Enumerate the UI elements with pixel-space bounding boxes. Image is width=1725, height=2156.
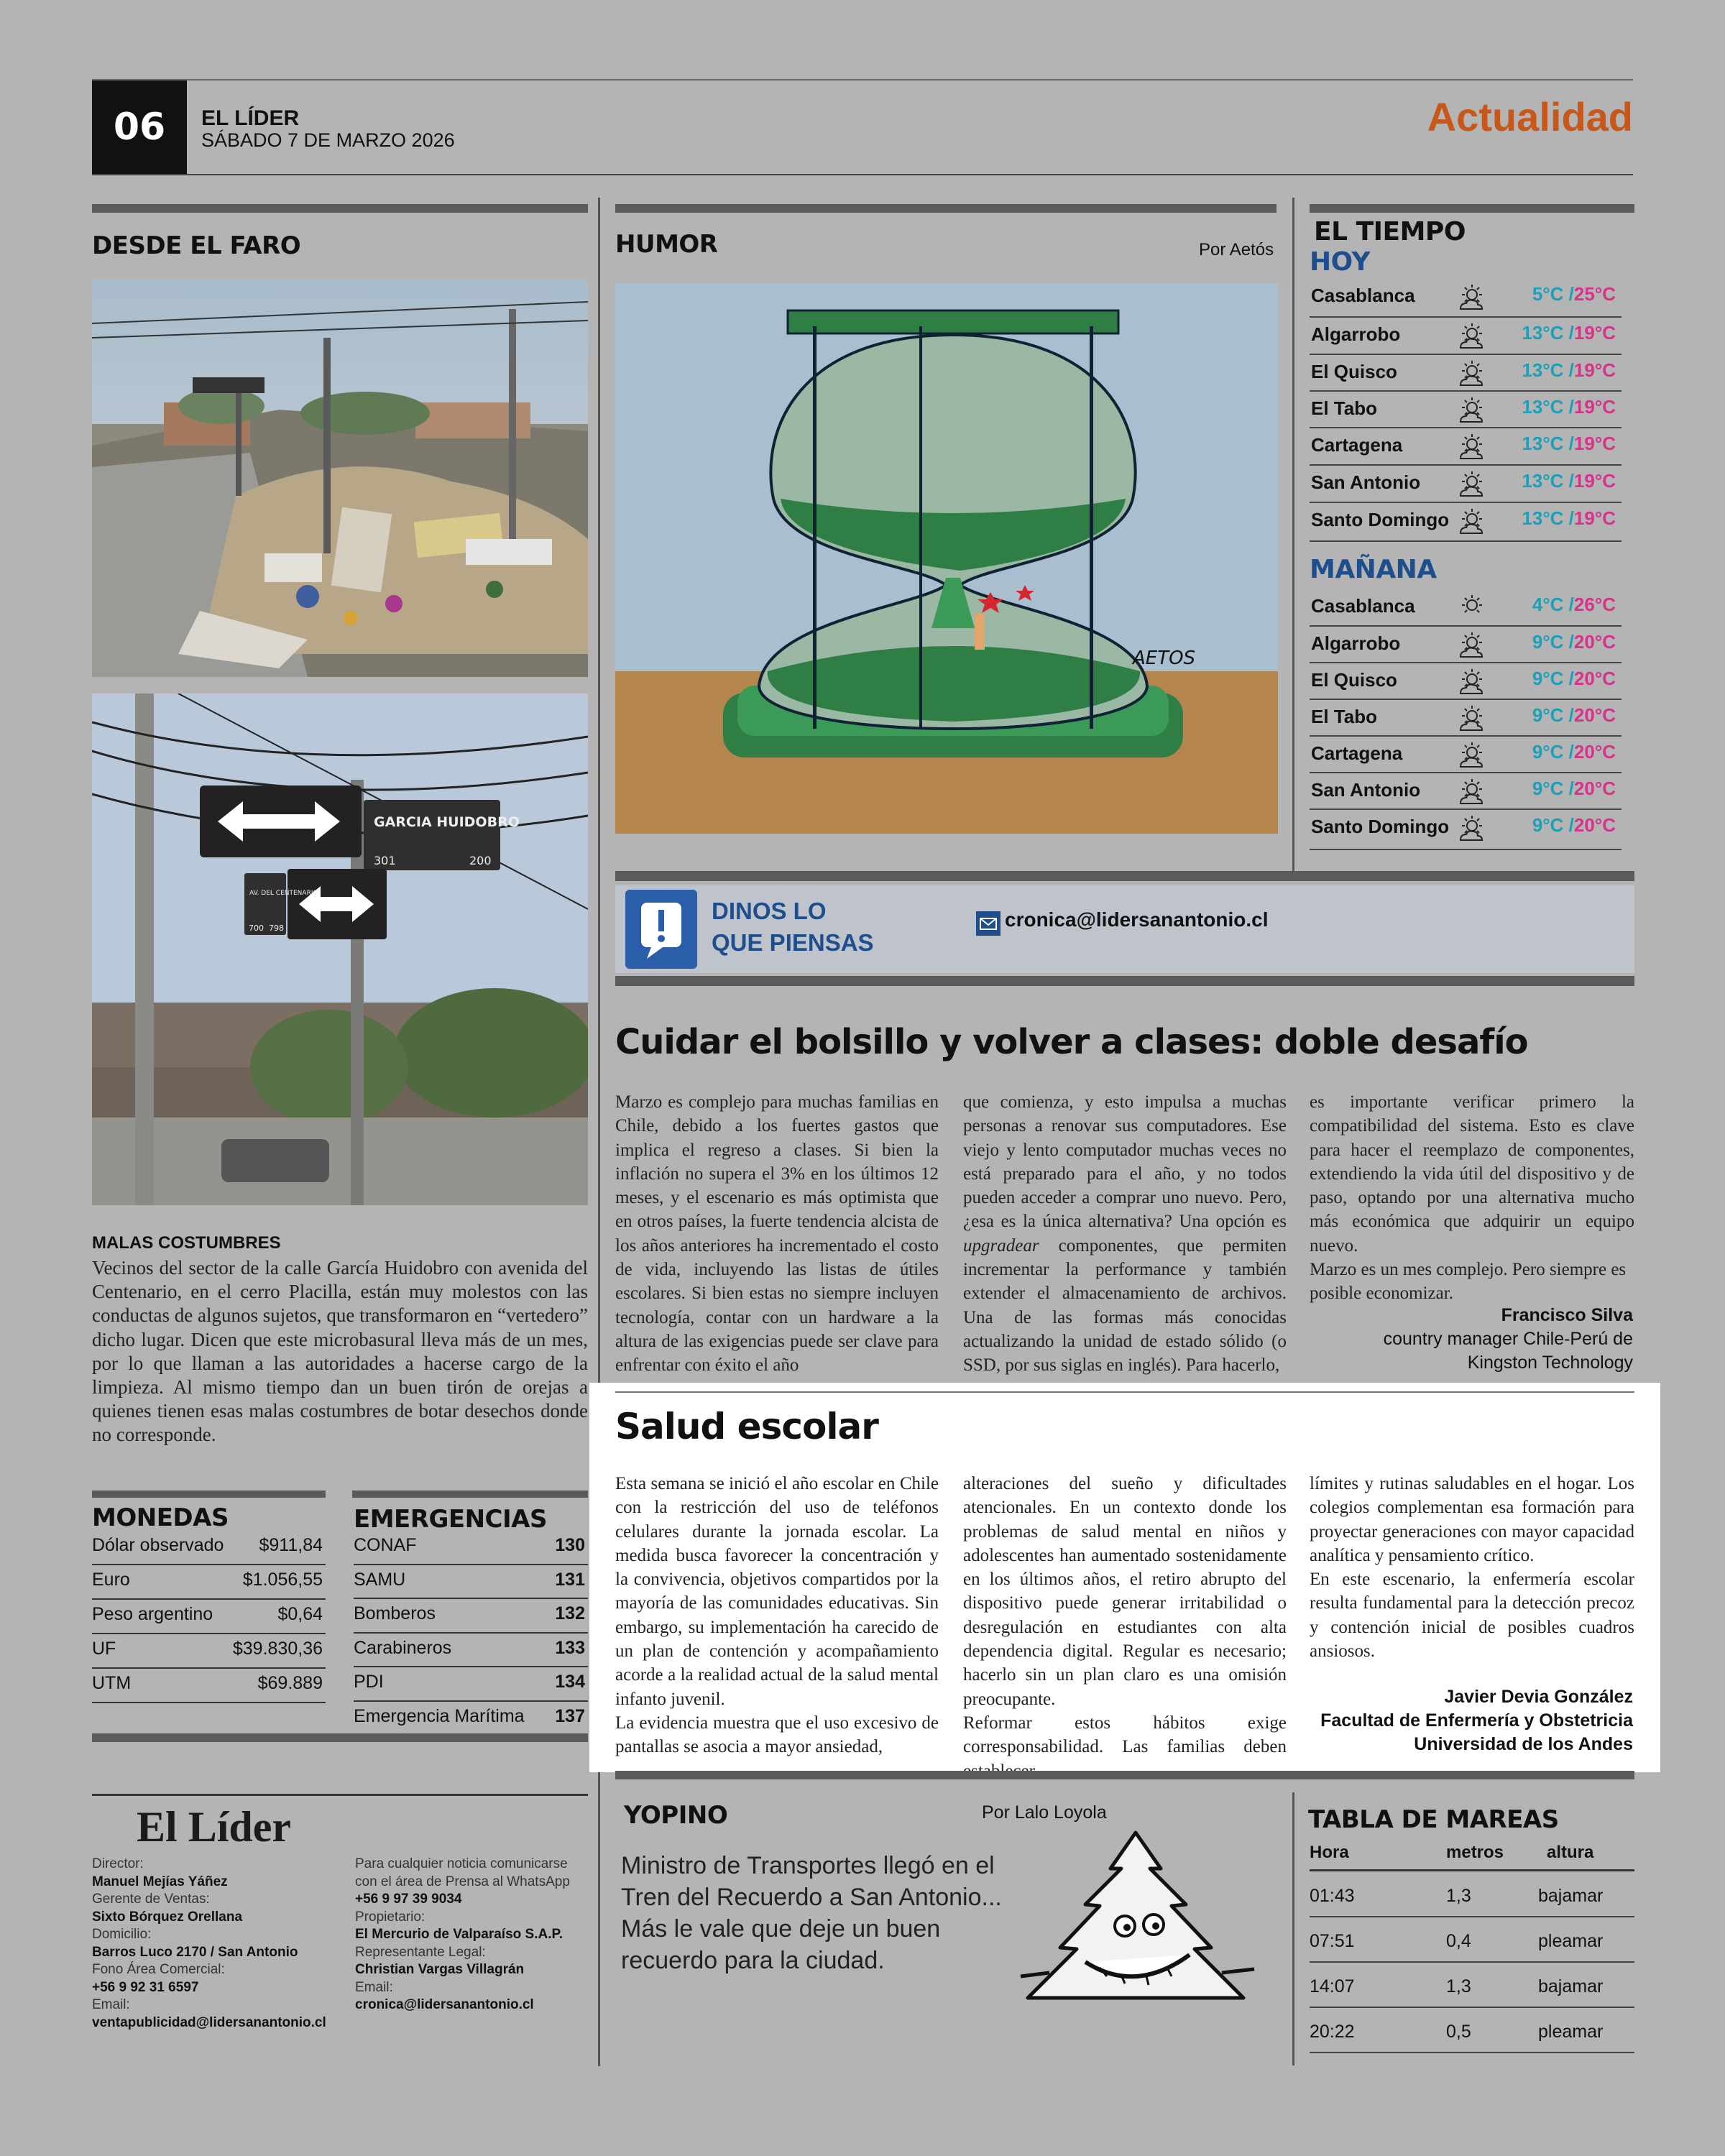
- dinos-line1: DINOS LO: [712, 898, 827, 924]
- tiempo-title: EL TIEMPO: [1314, 217, 1466, 247]
- manana-label: MAÑANA: [1310, 555, 1437, 584]
- weather-row: [1310, 503, 1622, 542]
- temp-max: 20°C: [1573, 741, 1616, 763]
- credit-value[interactable]: cronica@lidersanantonio.cl: [355, 1997, 534, 2012]
- marea-metros: 1,3: [1446, 1976, 1471, 1996]
- partly-cloudy-icon: [1456, 322, 1488, 351]
- credit-label: Fono Área Comercial:: [92, 1962, 225, 1977]
- marea-hora: 20:22: [1310, 2022, 1355, 2042]
- weather-temp: 9°C /20°C: [1532, 668, 1616, 689]
- mareas-row: [1310, 1963, 1634, 2008]
- partly-cloudy-icon: [1456, 814, 1488, 843]
- temp-max: 20°C: [1573, 668, 1616, 689]
- partly-cloudy-icon: [1456, 396, 1488, 425]
- temp-min: 9°C: [1532, 814, 1564, 836]
- masthead-left-credits: [92, 1856, 336, 2032]
- section-name: Actualidad: [1427, 94, 1633, 139]
- credit-label: Propietario:: [355, 1909, 426, 1925]
- weather-row: [1310, 737, 1622, 773]
- weather-city: Casablanca: [1311, 285, 1415, 306]
- temp-min: 9°C: [1532, 668, 1564, 689]
- emergencias-value: 131: [555, 1569, 585, 1590]
- weather-city: Algarrobo: [1311, 632, 1401, 654]
- weather-row: [1310, 810, 1622, 850]
- credit-whatsapp[interactable]: +56 9 97 39 9034: [355, 1892, 462, 1907]
- weather-temp: 13°C /19°C: [1522, 433, 1616, 454]
- article1-col3-p2: Marzo es un mes complejo. Pero siempre es posible economizar.: [1310, 1260, 1627, 1304]
- weather-city: El Quisco: [1311, 669, 1397, 691]
- temp-min: 5°C: [1532, 283, 1564, 305]
- faro-top-bar: [92, 204, 588, 213]
- weather-temp: 13°C /19°C: [1522, 470, 1616, 492]
- weather-temp: 4°C /26°C: [1532, 594, 1616, 615]
- mareas-divider: [1292, 1792, 1294, 2065]
- credit-value: Manuel Mejías Yáñez: [92, 1874, 228, 1889]
- monedas-bottom-bar: [92, 1733, 588, 1742]
- tree-cartoon-icon: [1006, 1825, 1265, 2034]
- monedas-label: Peso argentino: [92, 1604, 213, 1624]
- temp-max: 19°C: [1573, 396, 1616, 418]
- column-divider-right: [1292, 198, 1294, 880]
- temp-max: 20°C: [1573, 631, 1616, 653]
- article1-col3-p1: es importante verificar primero la compatibilidad del sistema. Esto es clave para hacer el reemplazo de componentes, extendiendo la vida útil del dispositivo y de paso, optando por una alternativa mucho más económica que adquirir un equipo nuevo.: [1310, 1092, 1634, 1256]
- masthead-logo: El Líder: [137, 1803, 292, 1851]
- mareas-row: [1310, 2009, 1634, 2053]
- partly-cloudy-icon: [1456, 704, 1488, 733]
- mareas-header-metros: metros: [1446, 1843, 1504, 1862]
- temp-max: 19°C: [1573, 470, 1616, 492]
- emergencias-row: [354, 1702, 588, 1736]
- temp-min: 13°C: [1522, 433, 1564, 454]
- weather-city: Santo Domingo: [1311, 509, 1450, 530]
- weather-city: El Tabo: [1311, 397, 1377, 419]
- marea-altura: bajamar: [1538, 1976, 1604, 1996]
- weather-city: El Tabo: [1311, 706, 1377, 727]
- emergencias-row: [354, 1599, 588, 1634]
- weather-row: [1310, 627, 1622, 663]
- monedas-label: Euro: [92, 1570, 130, 1590]
- weather-temp: 13°C /19°C: [1522, 322, 1616, 344]
- monedas-label: UTM: [92, 1673, 132, 1693]
- credit-label: Director:: [92, 1856, 144, 1871]
- faro-title: DESDE EL FARO: [92, 231, 301, 260]
- emergencias-label: Bomberos: [354, 1603, 436, 1623]
- humor-cartoon: [615, 283, 1278, 834]
- emergencias-label: Carabineros: [354, 1637, 452, 1658]
- monedas-value: $39.830,36: [232, 1639, 323, 1659]
- weather-row: [1310, 663, 1622, 700]
- credit-value: El Mercurio de Valparaíso S.A.P.: [355, 1927, 563, 1942]
- hoy-label: HOY: [1310, 247, 1371, 277]
- temp-max: 19°C: [1573, 359, 1616, 381]
- emergencias-top-bar: [352, 1491, 588, 1498]
- marea-hora: 01:43: [1310, 1886, 1355, 1906]
- monedas-value: $1.056,55: [242, 1570, 323, 1590]
- exclamation-icon: [625, 890, 697, 969]
- temp-min: 13°C: [1522, 470, 1564, 492]
- yopino-text: Ministro de Transportes llegó en el Tren del Recuerdo a San Antonio... Más le vale que deje un buen recuerdo para la ciudad.: [621, 1852, 1002, 1974]
- credit-value: Christian Vargas Villagrán: [355, 1962, 525, 1977]
- yopino-title: YOPINO: [624, 1801, 728, 1830]
- temp-max: 20°C: [1573, 778, 1616, 799]
- weather-temp: 9°C /20°C: [1532, 778, 1616, 799]
- masthead-rule: [92, 1794, 588, 1796]
- emergencias-row: [354, 1634, 588, 1668]
- partly-cloudy-icon: [1456, 470, 1488, 499]
- weather-temp: 9°C /20°C: [1532, 741, 1616, 763]
- column-divider-left: [598, 198, 600, 2066]
- article1-col3: [1310, 1090, 1634, 1306]
- weather-city: El Quisco: [1311, 361, 1397, 382]
- faro-photo-signs: [92, 694, 588, 1205]
- temp-min: 9°C: [1532, 704, 1564, 726]
- emergencias-value: 134: [555, 1672, 585, 1692]
- article1-col1: Marzo es complejo para muchas familias en Chile, debido a los fuertes gastos que implica el regreso a clases. Si bien la inflación no supera el 3% en los últimos 12 meses, y el escenario es más optimista que en otros países, la fuerte tendencia alcista de los años anteriores ha incrementado el costo de vida, incluyendo las listas de útiles escolares. Si bien estas no siempre incluyen tecnología, contar con un hardware a la altura de las exigencias puede ser clave para enfrentar con éxito el año: [615, 1092, 939, 1376]
- credit-label: Representante Legal:: [355, 1944, 486, 1960]
- temp-max: 20°C: [1573, 814, 1616, 836]
- yopino-top-bar: [615, 1771, 1634, 1779]
- monedas-row: [92, 1565, 326, 1600]
- monedas-value: $69.889: [257, 1673, 323, 1693]
- mareas-header: [1310, 1843, 1634, 1871]
- emergencias-value: 133: [555, 1637, 585, 1658]
- article2-author: Javier Devia González: [1444, 1687, 1633, 1707]
- emergencias-label: Emergencia Marítima: [354, 1705, 525, 1726]
- credit-value: Sixto Bórquez Orellana: [92, 1909, 243, 1925]
- header-bottom-rule: [92, 174, 1633, 175]
- article2-signature: [1308, 1685, 1633, 1756]
- page-number-box: [92, 80, 187, 174]
- article2-col1: [615, 1472, 939, 1759]
- marea-altura: bajamar: [1538, 1886, 1604, 1906]
- monedas-row: [92, 1531, 326, 1565]
- weather-row: [1310, 589, 1622, 627]
- article2-col1-p1: Esta semana se inició el año escolar en Chile con la restricción del uso de teléfonos celulares durante la jornada escolar. La medida busca favorecer la concentración y la convivencia, objetivos compartidos por la mayoría de las comunidades educativas. Sin embargo, su implementación ha carecido de un plan de contención y acompañamiento acorde a la realidad actual de la salud mental infanto juvenil.: [615, 1474, 939, 1709]
- monedas-value: $0,64: [277, 1604, 323, 1624]
- partly-cloudy-icon: [1456, 283, 1488, 312]
- partly-cloudy-icon: [1456, 778, 1488, 806]
- monedas-row: [92, 1669, 326, 1703]
- temp-min: 4°C: [1532, 594, 1564, 615]
- mareas-header-altura: altura: [1547, 1843, 1594, 1862]
- marea-hora: 07:51: [1310, 1931, 1355, 1951]
- sign-centenario: AV. DEL CENTENARIO: [249, 890, 318, 897]
- weather-temp: 9°C /20°C: [1532, 814, 1616, 836]
- credit-label: Email:: [92, 1997, 130, 2012]
- article2-col2-p2: Reformar estos hábitos exige corresponsabilidad. Las familias deben: [963, 1713, 1287, 1757]
- weather-row: [1310, 700, 1622, 737]
- partly-cloudy-icon: [1456, 359, 1488, 388]
- weather-temp: 5°C /25°C: [1532, 283, 1616, 305]
- dinos-line2: QUE PIENSAS: [712, 929, 874, 956]
- article1-col2-text: que comienza, y esto impulsa a muchas personas a renovar sus computadores. Ese viejo y lento computador muchas veces no está preparado para el año, y no todos pueden acceder a comprar uno nuevo. Pero, ¿esa es la única alternativa? Una opción es: [963, 1092, 1287, 1232]
- partly-cloudy-icon: [1456, 668, 1488, 696]
- humor-top-bar: [615, 204, 1276, 213]
- weather-temp: 13°C /19°C: [1522, 396, 1616, 418]
- faro-caption-title: MALAS COSTUMBRES: [92, 1233, 281, 1253]
- sun-icon: [1456, 594, 1488, 622]
- article2-col1-p2: La evidencia muestra que el uso excesivo de pantallas se asocia a mayor ansiedad,: [615, 1713, 939, 1757]
- sign-centenario-num: 700: [249, 923, 264, 933]
- marea-altura: pleamar: [1538, 2022, 1604, 2042]
- paper-name: EL LÍDER: [201, 106, 300, 130]
- emergencias-value: 137: [555, 1705, 585, 1726]
- article2-org: Universidad de los Andes: [1414, 1734, 1633, 1754]
- temp-min: 13°C: [1522, 396, 1564, 418]
- monedas-label: Dólar observado: [92, 1535, 224, 1555]
- article2-top-rule: [615, 1391, 1634, 1393]
- temp-min: 9°C: [1532, 631, 1564, 653]
- humor-byline: Por Aetós: [1199, 240, 1274, 259]
- weather-city: Santo Domingo: [1311, 816, 1450, 837]
- article2-col3-p1: límites y rutinas saludables en el hogar. Los colegios complementan esa formación para proyectar generaciones con mayor capacidad analítica y pensamiento crítico.: [1310, 1474, 1634, 1565]
- temp-max: 19°C: [1573, 507, 1616, 529]
- marea-hora: 14:07: [1310, 1976, 1355, 1996]
- emergencias-value: 130: [555, 1535, 585, 1555]
- monedas-label: UF: [92, 1639, 116, 1659]
- credit-label: Gerente de Ventas:: [92, 1892, 210, 1907]
- mareas-title: TABLA DE MAREAS: [1308, 1805, 1559, 1834]
- weather-temp: 13°C /19°C: [1522, 359, 1616, 381]
- credit-intro: Para cualquier noticia comunicarse con el área de Prensa al WhatsApp: [355, 1856, 570, 1889]
- faro-photo-dump: [92, 280, 588, 677]
- weather-city: Algarrobo: [1311, 323, 1401, 345]
- top-rule: [92, 79, 1633, 80]
- temp-min: 13°C: [1522, 322, 1564, 344]
- article1-org: Kingston Technology: [1467, 1353, 1633, 1373]
- sign-garcia-num: 301: [374, 854, 396, 867]
- weather-city: San Antonio: [1311, 779, 1421, 801]
- emergencias-label: SAMU: [354, 1569, 406, 1590]
- partly-cloudy-icon: [1456, 631, 1488, 660]
- emergencias-row: [354, 1565, 588, 1600]
- article2-title: Salud escolar: [615, 1406, 878, 1447]
- article1-col2-text2: componentes, que permiten incrementar la performance y también extender el almacenamiento de archivos. Una de las formas más conocidas actualizando la unidad de estado sólido (o SSD, por sus siglas en inglés). Para hacerlo,: [963, 1235, 1287, 1376]
- weather-temp: 9°C /20°C: [1532, 631, 1616, 653]
- article1-role: country manager Chile-Perú de: [1383, 1329, 1633, 1349]
- article1-col2-em: upgradear: [963, 1235, 1039, 1256]
- credit-label: Email:: [355, 1979, 393, 1995]
- temp-min: 13°C: [1522, 507, 1564, 529]
- article2-col3-p2: En este escenario, la enfermería escolar resulta fundamental para la detección precoz y contención inicial de posibles cuadros ansiosos.: [1310, 1570, 1634, 1662]
- weather-row: [1310, 392, 1622, 428]
- article1-col2: [963, 1090, 1287, 1378]
- article2-col2-p1: alteraciones del sueño y dificultades atencionales. En un contexto donde los problemas de salud mental en niños y adolescentes han aumentado sostenidamente en los últimos años, el retiro abrupto del dispositivo puede generar irritabilidad o desregulación en estudiantes con alta dependencia digital. Regular es necesario; hacerlo sin un plan claro es una omisión preocupante.: [963, 1474, 1287, 1709]
- sign-centenario-num2: 798: [269, 923, 284, 933]
- partly-cloudy-icon: [1456, 433, 1488, 461]
- mareas-row: [1310, 1873, 1634, 1917]
- weather-city: San Antonio: [1311, 471, 1421, 493]
- emergencias-label: PDI: [354, 1672, 384, 1692]
- humor-title: HUMOR: [615, 230, 718, 259]
- masthead-right-credits: [355, 1856, 585, 2014]
- dinos-text: [712, 895, 874, 959]
- weather-row: [1310, 773, 1622, 810]
- partly-cloudy-icon: [1456, 741, 1488, 770]
- cartoon-signature: AETOS: [1133, 648, 1196, 669]
- weather-row: [1310, 466, 1622, 503]
- temp-min: 9°C: [1532, 778, 1564, 799]
- temp-min: 13°C: [1522, 359, 1564, 381]
- article1-signature: [1308, 1304, 1633, 1375]
- article1-title: Cuidar el bolsillo y volver a clases: doble desafío: [615, 1022, 1528, 1062]
- tiempo-top-bar: [1310, 204, 1634, 213]
- article2-role: Facultad de Enfermería y Obstetricia: [1320, 1710, 1633, 1731]
- issue-date: SÁBADO 7 DE MARZO 2026: [201, 129, 455, 151]
- weather-row: [1310, 279, 1622, 318]
- temp-max: 19°C: [1573, 322, 1616, 344]
- mareas-row: [1310, 1918, 1634, 1963]
- marea-metros: 0,4: [1446, 1931, 1471, 1951]
- monedas-title: MONEDAS: [92, 1503, 229, 1532]
- monedas-value: $911,84: [259, 1535, 323, 1555]
- weather-temp: 9°C /20°C: [1532, 704, 1616, 726]
- sign-garcia-num2: 200: [469, 854, 492, 867]
- temp-max: 26°C: [1573, 594, 1616, 615]
- weather-temp: 13°C /19°C: [1522, 507, 1616, 529]
- credit-value[interactable]: ventapublicidad@lidersanantonio.cl: [92, 2014, 326, 2030]
- article1-author: Francisco Silva: [1501, 1305, 1633, 1325]
- mareas-header-hora: Hora: [1310, 1843, 1349, 1862]
- dinos-bottom-bar: [615, 976, 1634, 986]
- article2-col3: [1310, 1472, 1634, 1663]
- temp-max: 19°C: [1573, 433, 1616, 454]
- credit-label: Domicilio:: [92, 1927, 152, 1942]
- emergencias-title: EMERGENCIAS: [354, 1505, 547, 1534]
- weather-city: Cartagena: [1311, 434, 1403, 456]
- yopino-byline: Por Lalo Loyola: [982, 1802, 1107, 1823]
- sign-garcia-huidobro: GARCIA HUIDOBRO: [374, 814, 520, 830]
- dinos-email[interactable]: cronica@lidersanantonio.cl: [1005, 908, 1269, 931]
- monedas-row: [92, 1634, 326, 1669]
- weather-city: Cartagena: [1311, 742, 1403, 764]
- marea-metros: 0,5: [1446, 2022, 1471, 2042]
- emergencias-row: [354, 1531, 588, 1565]
- temp-max: 20°C: [1573, 704, 1616, 726]
- weather-city: Casablanca: [1311, 595, 1415, 617]
- temp-max: 25°C: [1573, 283, 1616, 305]
- monedas-row: [92, 1600, 326, 1634]
- marea-metros: 1,3: [1446, 1886, 1471, 1906]
- mail-icon: [976, 911, 1000, 936]
- article2-col2: [963, 1472, 1287, 1783]
- page-number: 06: [113, 106, 166, 149]
- emergencias-row: [354, 1667, 588, 1702]
- credit-value: Barros Luco 2170 / San Antonio: [92, 1944, 298, 1960]
- partly-cloudy-icon: [1456, 507, 1488, 536]
- weather-row: [1310, 318, 1622, 355]
- dinos-top-bar: [615, 871, 1634, 881]
- temp-min: 9°C: [1532, 741, 1564, 763]
- marea-altura: pleamar: [1538, 1931, 1604, 1951]
- emergencias-value: 132: [555, 1603, 585, 1623]
- emergencias-label: CONAF: [354, 1535, 417, 1555]
- weather-row: [1310, 355, 1622, 392]
- faro-caption-text: Vecinos del sector de la calle García Huidobro con avenida del Centenario, en el cerro Placilla, están muy molestos con las conductas de algunos sujetos, que transformaron en “vertedero” dicho lugar. Dicen que este microbasural lleva más de un mes, por lo que llaman a las autoridades a hacerse cargo de la limpieza. Al mismo tiempo dan un buen tirón de orejas a quienes tienen esas malas costumbres de botar desechos donde no corresponde.: [92, 1257, 588, 1446]
- monedas-top-bar: [92, 1491, 326, 1498]
- credit-value: +56 9 92 31 6597: [92, 1979, 199, 1995]
- weather-row: [1310, 428, 1622, 466]
